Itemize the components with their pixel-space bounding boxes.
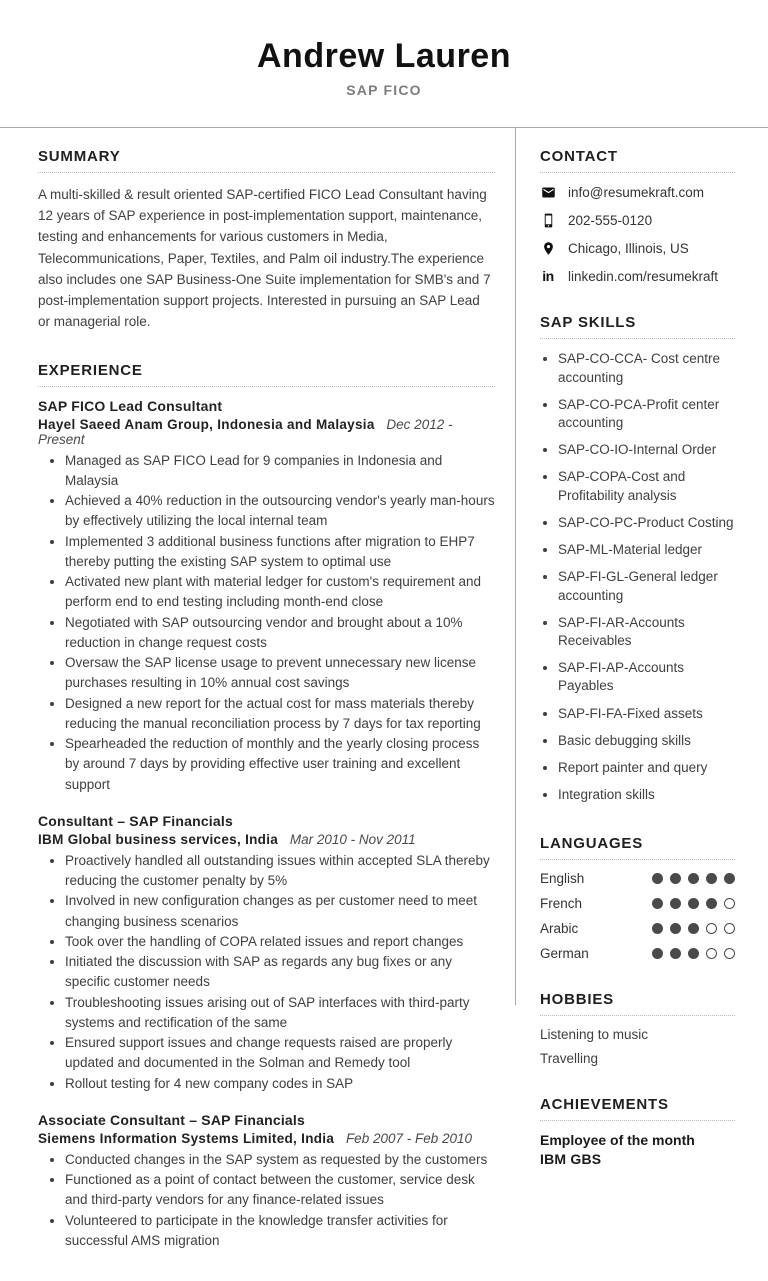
language-name: Arabic [540,920,579,936]
job-meta [38,832,495,847]
rating-dot-filled [670,923,681,934]
job-bullet: • Proactively handled all outstanding issues within accepted SLA thereby reducing the customer penalty by 5% [65,851,495,892]
job-bullet: • Designed a new report for the actual cost for mass materials thereby reducing the manual reconciliation process by 7 days for tax reporting [65,694,495,735]
rating-dot-filled [724,873,735,884]
job-dates: Feb 2007 - Feb 2010 [345,1130,473,1146]
rating-dot-empty [724,948,735,959]
language-name: German [540,945,589,961]
language-name: French [540,895,583,911]
skill-list [540,350,735,804]
job-bullets [38,1150,495,1251]
email-icon [540,184,556,200]
job-bullet: • Functioned as a point of contact between the customer, service desk and third-party vendors for any finance-related issues [65,1170,495,1211]
job-bullet: • Troubleshooting issues arising out of SAP interfaces with third-party systems and rectification of the same [65,993,495,1034]
contact-text: linkedin.com/resumekraft [568,268,719,284]
rating-dot-empty [706,948,717,959]
job-entry [38,1112,495,1251]
job-bullet: • Conducted changes in the SAP system as requested by the customers [65,1150,495,1170]
rating-dot-filled [688,923,699,934]
contact-heading: CONTACT [540,148,735,173]
experience-section [38,362,495,1252]
rating-dot-filled [706,873,717,884]
summary-text: A multi-skilled & result oriented SAP-certified FICO Lead Consultant having 12 years of SAP experience in post-implementation support, maintenance, testing and enhancements for various customers in Media, Telecommunications, Paper, Textiles, and Palm oil industry.The experience also includes one SAP Business-One Suite implementation for SMB's and 7 post-implementation support projects. Interested in pursuing an SAP Lead or managerial role. [38,187,491,329]
achievement-title: Employee of the month [540,1131,695,1148]
header [0,0,768,98]
skill-item: • SAP-CO-PC-Product Costing [558,514,735,532]
sap-skills-heading: SAP SKILLS [540,314,735,339]
content-columns [0,128,768,1281]
rating-dot-filled [652,873,663,884]
hobby-item: Listening to music [540,1026,649,1042]
contact-item [540,184,735,200]
language-rating [652,948,735,959]
rating-dot-filled [670,873,681,884]
language-rating [652,873,735,884]
skill-item: • SAP-ML-Material ledger [558,541,735,559]
skill-item: • SAP-CO-IO-Internal Order [558,441,735,459]
rating-dot-filled [652,923,663,934]
achievement-org: IBM GBS [540,1150,602,1167]
language-name: English [540,870,585,886]
contact-text: info@resumekraft.com [568,184,704,200]
hobbies-section [540,991,735,1066]
skill-item: • Report painter and query [558,759,735,777]
skill-item: • SAP-COPA-Cost and Profitability analysis [558,468,735,504]
hobbies-heading: HOBBIES [540,991,735,1016]
rating-dot-filled [652,898,663,909]
job-bullet: • Negotiated with SAP outsourcing vendor and brought about a 10% reduction in change request costs [65,613,495,654]
contact-text: 202-555-0120 [568,212,653,228]
language-rating [652,898,735,909]
rating-dot-empty [724,923,735,934]
summary-section [38,148,495,331]
skill-item: • SAP-CO-PCA-Profit center accounting [558,396,735,432]
hobby-item: Travelling [540,1050,599,1066]
job-title: SAP FICO Lead Consultant [38,397,223,414]
location-icon [540,240,556,256]
hobby-list [540,1027,735,1066]
job-title: Consultant – SAP Financials [38,812,233,829]
skill-item: • SAP-CO-CCA- Cost centre accounting [558,350,735,386]
achievements-section [540,1096,735,1167]
language-row [540,946,735,961]
skill-item: • SAP-FI-AP-Accounts Payables [558,659,735,695]
job-bullet: • Spearheaded the reduction of monthly and the yearly closing process by around 7 days by providing effective user training and excellent support [65,734,495,795]
language-row [540,896,735,911]
achievements-heading: ACHIEVEMENTS [540,1096,735,1121]
job-bullet: • Took over the handling of COPA related issues and report changes [65,932,495,952]
job-list [38,398,495,1252]
language-list [540,871,735,961]
rating-dot-filled [688,898,699,909]
language-row [540,871,735,886]
job-meta [38,417,495,447]
skill-item: • Integration skills [558,786,735,804]
contact-item [540,268,735,284]
rating-dot-filled [706,898,717,909]
job-bullet: • Managed as SAP FICO Lead for 9 companies in Indonesia and Malaysia [65,451,495,492]
skill-item: • SAP-FI-FA-Fixed assets [558,705,735,723]
rating-dot-filled [652,948,663,959]
rating-dot-filled [670,948,681,959]
candidate-name: Andrew Lauren [257,37,511,75]
phone-icon [540,212,556,228]
main-column [0,128,515,1281]
job-bullet: • Volunteered to participate in the knowledge transfer activities for successful AMS migration [65,1211,495,1252]
rating-dot-empty [724,898,735,909]
job-company: Hayel Saeed Anam Group, Indonesia and Malaysia [38,416,375,432]
skill-item: • SAP-FI-AR-Accounts Receivables [558,614,735,650]
job-bullet: • Oversaw the SAP license usage to prevent unnecessary new license purchases resulting in 10% annual cost savings [65,653,495,694]
job-bullet: • Rollout testing for 4 new company codes in SAP [65,1074,495,1094]
skill-item: • Basic debugging skills [558,732,735,750]
language-rating [652,923,735,934]
job-entry [38,398,495,795]
job-bullets [38,851,495,1094]
rating-dot-filled [670,898,681,909]
job-bullet: • Achieved a 40% reduction in the outsourcing vendor's yearly man-hours by effectively utilizing the local internal team [65,491,495,532]
rating-dot-empty [706,923,717,934]
summary-heading: SUMMARY [38,148,495,173]
contact-item [540,240,735,256]
experience-heading: EXPERIENCE [38,362,495,387]
rating-dot-filled [688,948,699,959]
job-title: Associate Consultant – SAP Financials [38,1111,305,1128]
languages-section [540,835,735,961]
contact-item [540,212,735,228]
job-company: IBM Global business services, India [38,831,279,847]
job-bullet: • Involved in new configuration changes as per customer need to meet changing business scenarios [65,891,495,932]
languages-heading: LANGUAGES [540,835,735,860]
job-dates: Mar 2010 - Nov 2011 [289,831,416,847]
job-dates: Dec 2012 - Present [38,416,453,447]
job-bullet: • Activated new plant with material ledger for custom's requirement and perform end to end testing including month-end close [65,572,495,613]
job-meta [38,1131,495,1146]
job-company: Siemens Information Systems Limited, India [38,1130,335,1146]
skill-item: • SAP-FI-GL-General ledger accounting [558,568,735,604]
language-row [540,921,735,936]
contact-text: Chicago, Illinois, US [568,240,689,256]
contact-list [540,184,735,284]
rating-dot-filled [688,873,699,884]
contact-section [540,148,735,284]
job-bullets [38,451,495,795]
job-bullet: • Initiated the discussion with SAP as regards any bug fixes or any specific customer needs [65,952,495,993]
job-bullet: • Ensured support issues and change requests raised are properly updated and documented in the Solman and Remedy tool [65,1033,495,1074]
job-bullet: • Implemented 3 additional business functions after migration to EHP7 thereby putting the existing SAP system to optimal use [65,532,495,573]
candidate-title: SAP FICO [346,82,422,99]
sap-skills-section [540,314,735,804]
sidebar [516,128,768,1196]
linkedin-icon [540,268,556,284]
job-entry [38,813,495,1094]
